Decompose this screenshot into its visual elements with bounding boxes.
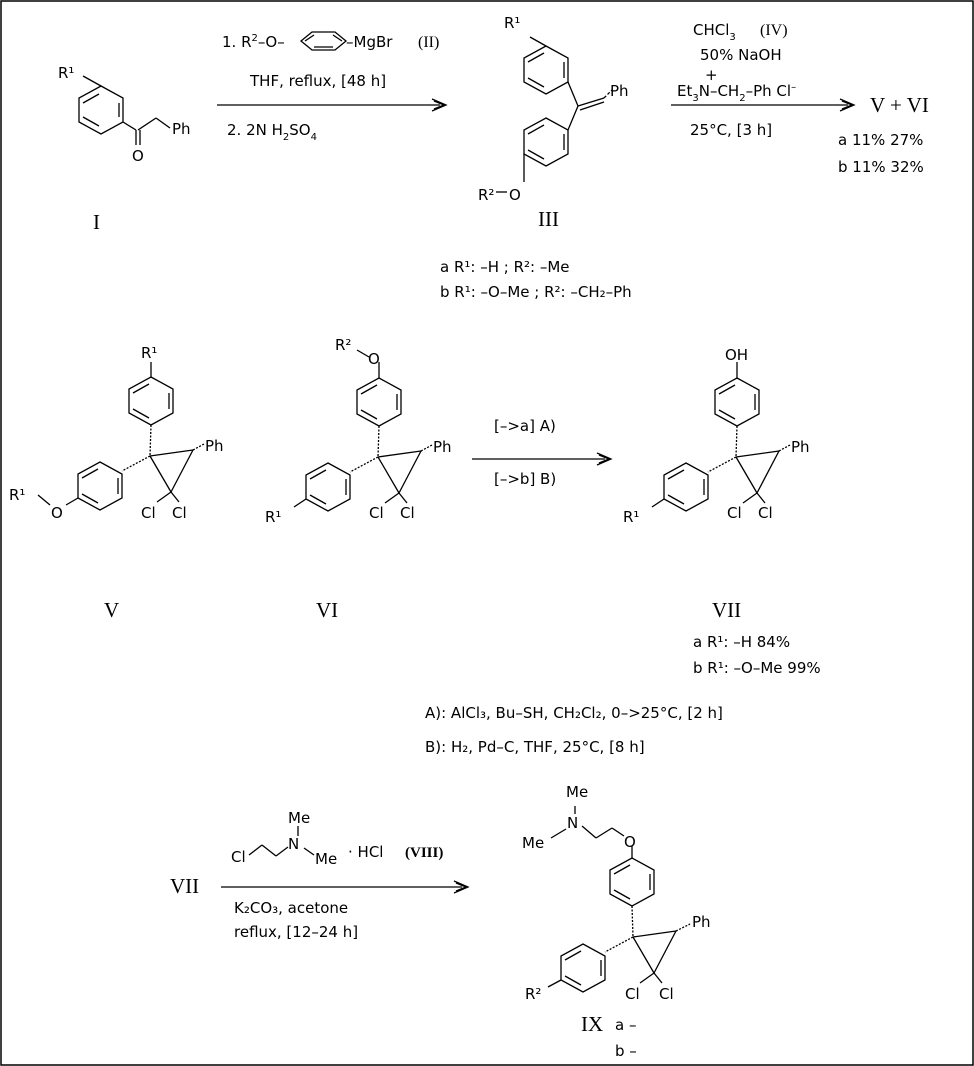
- substituent-a: a R¹: –H ; R²: –Me: [440, 258, 570, 276]
- svg-text:CHCl3: [693, 21, 736, 43]
- step1-label-II: (II): [418, 34, 440, 51]
- step3-yield-b: b R¹: –O–Me 99%: [693, 659, 821, 677]
- step2-ch-sub: 2: [739, 93, 746, 104]
- compound-VII-r1: R¹: [623, 508, 640, 526]
- compound-VII-ph: Ph: [791, 438, 810, 456]
- step2-reagents: [677, 21, 929, 176]
- compound-VII-oh: OH: [725, 346, 749, 364]
- step1-sub2: 4: [310, 132, 317, 143]
- label-VI: VI: [316, 598, 339, 622]
- step1-line3-prefix: 2. 2N H: [227, 121, 283, 139]
- step2-phcl: –Ph Cl: [745, 82, 792, 100]
- compound-V-o: O: [51, 504, 63, 522]
- step2-naoh: 50% NaOH: [700, 46, 782, 64]
- step4-cl: Cl: [231, 848, 246, 866]
- condition-A: A): AlCl₃, Bu–SH, CH₂Cl₂, 0–>25°C, [2 h]: [425, 704, 723, 722]
- compound-V-r1-top: R¹: [141, 344, 158, 362]
- compound-IX-cl2: Cl: [659, 985, 674, 1003]
- step2-yield-b: b 11% 32%: [838, 158, 924, 176]
- compound-VI-r1: R¹: [265, 508, 282, 526]
- compound-VII-structure: [623, 346, 810, 526]
- step4-cond1: K₂CO₃, acetone: [234, 899, 349, 917]
- compound-VI-r2: R²: [335, 336, 352, 354]
- step1-line2: THF, reflux, [48 h]: [250, 72, 387, 90]
- compound-IX-structure: [522, 783, 711, 1003]
- step2-yield-a: a 11% 27%: [838, 131, 924, 149]
- compound-IX-cl1: Cl: [625, 985, 640, 1003]
- step3-upper: [–>a] A): [494, 417, 556, 435]
- step3-lower: [–>b] B): [494, 470, 557, 488]
- svg-text:2. 2N H2SO4: [227, 121, 317, 143]
- compound-IX-me-top: Me: [566, 783, 589, 801]
- step2-chcl: CHCl: [693, 21, 730, 39]
- arrow-step4: [221, 881, 468, 893]
- compound-III-r2: R²: [478, 186, 495, 204]
- compound-I-r1: R¹: [58, 64, 75, 82]
- compound-VII-cl1: Cl: [727, 504, 742, 522]
- step2-label-IV: (IV): [760, 22, 788, 39]
- step4-n: N: [288, 835, 300, 853]
- compound-VII-cl2: Cl: [758, 504, 773, 522]
- step2-et-sub: 3: [692, 93, 699, 104]
- compound-V-structure: [9, 344, 224, 522]
- step3-yield-a: a R¹: –H 84%: [693, 633, 791, 651]
- arrow-step3: [472, 453, 611, 465]
- compound-V-r1-left: R¹: [9, 486, 26, 504]
- step4-start-VII: VII: [170, 874, 200, 898]
- compound-IX-n: N: [567, 814, 579, 832]
- step1-sub1: 2: [282, 132, 290, 143]
- step1-r2-prefix: 1. R: [222, 33, 252, 51]
- label-III: III: [538, 207, 559, 231]
- step1-mgbr: –MgBr: [346, 33, 393, 51]
- substituent-b: b R¹: –O–Me ; R²: –CH₂–Ph: [440, 283, 632, 301]
- compound-V-cl1: Cl: [141, 504, 156, 522]
- step2-plus: +: [705, 66, 718, 84]
- compound-VI-o: O: [368, 350, 380, 368]
- compound-IX-o: O: [624, 833, 636, 851]
- step4-me-top: Me: [288, 809, 311, 827]
- step2-conditions: 25°C, [3 h]: [690, 121, 773, 139]
- compound-VI-structure: [265, 336, 452, 526]
- compound-III-structure: [478, 14, 629, 204]
- svg-text:1. R2–O–: [222, 33, 285, 51]
- arrow-step1: [217, 99, 446, 111]
- ix-b: b –: [615, 1042, 637, 1060]
- step1-r2-sup: 2: [251, 33, 258, 44]
- step2-et: Et: [677, 82, 693, 100]
- step1-o: –O–: [257, 33, 285, 51]
- svg-text:Et3N–CH2–Ph Cl–: [677, 82, 796, 104]
- step1-so: SO: [289, 121, 311, 139]
- label-IX: IX: [581, 1012, 604, 1036]
- label-VII: VII: [712, 598, 742, 622]
- compound-VI-cl2: Cl: [400, 504, 415, 522]
- step4-cond2: reflux, [12–24 h]: [234, 923, 359, 941]
- step2-cl-sup: –: [791, 82, 797, 93]
- condition-B: B): H₂, Pd–C, THF, 25°C, [8 h]: [425, 738, 645, 756]
- label-I: I: [93, 210, 100, 234]
- compound-VI-ph: Ph: [433, 438, 452, 456]
- compound-IX-r2: R²: [525, 985, 542, 1003]
- compound-III-ph: Ph: [610, 82, 629, 100]
- frame: [1, 1, 973, 1065]
- compound-VI-cl1: Cl: [369, 504, 384, 522]
- compound-III-r1: R¹: [504, 14, 521, 32]
- ix-a: a –: [615, 1016, 637, 1034]
- compound-V-cl2: Cl: [172, 504, 187, 522]
- compound-IX-me-left: Me: [522, 834, 545, 852]
- compound-I-structure: [58, 64, 191, 165]
- compound-I-ph: Ph: [172, 120, 191, 138]
- step2-chcl-sub: 3: [729, 32, 736, 43]
- label-V: V: [104, 598, 120, 622]
- step1-reagents: [222, 32, 439, 143]
- step4-label-VIII: (VIII): [405, 845, 444, 861]
- step2-nch: N–CH: [698, 82, 740, 100]
- step4-hcl: · HCl: [348, 843, 384, 861]
- compound-V-ph: Ph: [205, 437, 224, 455]
- compound-I-o: O: [132, 147, 144, 165]
- compound-IX-ph: Ph: [692, 913, 711, 931]
- compound-III-o: O: [509, 186, 521, 204]
- step2-products: V + VI: [870, 93, 929, 117]
- reagent-VIII-structure: [231, 809, 443, 868]
- step4-me-bot: Me: [315, 850, 338, 868]
